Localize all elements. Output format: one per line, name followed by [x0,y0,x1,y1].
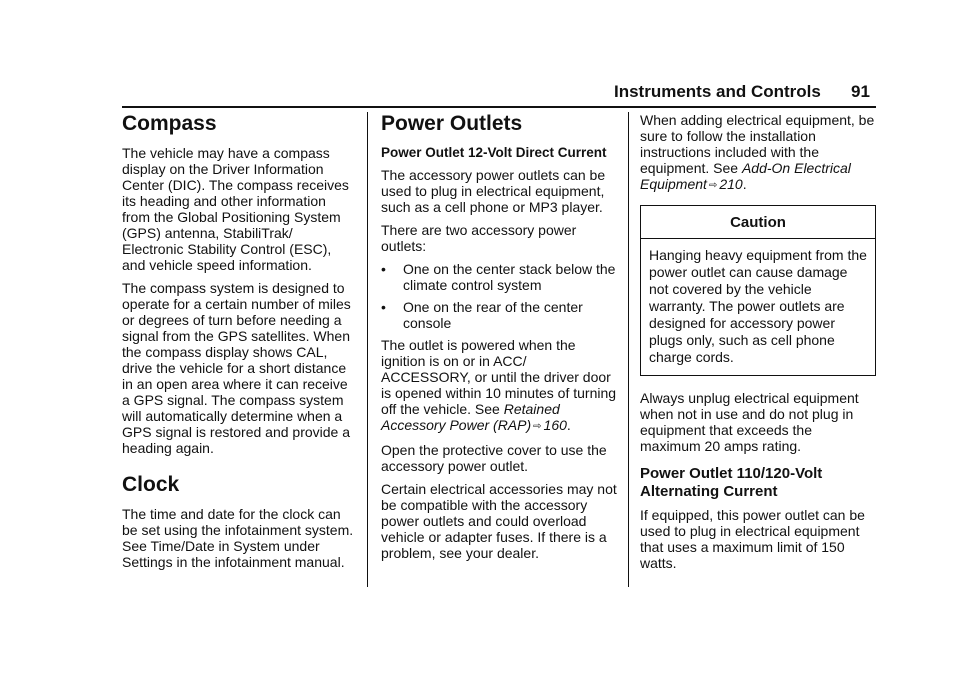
power-outlets-paragraph-1: The accessory power outlets can be used to plug in electrical equipment, such as a cell phone or MP3 player. [381,167,606,215]
compass-paragraph-1: The vehicle may have a compass display on the Driver Information Center (DIC). The compass receives its heading and other information from the Global Positioning System (GPS) antenna, StabiliTrak/ Electronic Stability Control (ESC), and vehicle speed information. [122,145,349,273]
outlet-location-list [381,261,617,331]
add-on-page-link[interactable]: 210 [719,176,743,192]
ac-outlet-subheading: Power Outlet 110/120-Volt Alternating Current [640,465,823,500]
rap-reference-link[interactable]: Retained Accessory Power (RAP) [381,401,560,433]
header-rule [122,106,876,108]
rap-page-link[interactable]: 160 [543,417,567,433]
paragraph-end: . [566,417,571,433]
paragraph-text: The outlet is powered when the ignition is on or in ACC/ ACCESSORY, or until the driver door is opened within 10 minutes of turning off the vehicle. See [381,337,617,417]
compass-paragraph-2: The compass system is designed to operate for a certain number of miles or degrees of turn before needing a signal from the GPS satellites. When the compass display shows CAL, drive the vehicle for a short distance in an open area where it can receive a GPS signal. The compass system will automatically determine when a GPS signal is restored and provide a heading again. [122,280,351,456]
column-divider [628,112,629,587]
column-1 [122,112,356,577]
paragraph-text: When adding electrical equipment, be sure to follow the installation instructions included with the equipment. See [640,112,875,176]
paragraph-end: . [742,176,747,192]
list-item [381,261,617,293]
caution-title: Caution [641,206,875,239]
list-item-text: One on the center stack below the climate control system [403,261,616,293]
power-outlets-paragraph-4: Open the protective cover to use the accessory power outlet. [381,442,607,474]
add-on-paragraph [640,112,876,194]
caution-body: Hanging heavy equipment from the power outlet can cause damage not covered by the vehicle warranty. The power outlets are designed for accessory power plugs only, such as cell phone charge cords. [649,247,867,365]
page-ref-arrow-icon: ⇨ [533,421,542,432]
compass-heading: Compass [122,112,217,135]
dc-outlet-subheading: Power Outlet 12-Volt Direct Current [381,145,607,160]
clock-paragraph-1: The time and date for the clock can be set using the infotainment system. See Time/Date in System under Settings in the infotainment manual. [122,506,354,570]
clock-heading: Clock [122,473,180,496]
page-ref-arrow-icon: ⇨ [708,180,718,191]
list-item [381,299,617,331]
column-2 [381,112,617,568]
power-outlets-paragraph-3 [381,337,617,435]
power-outlets-heading: Power Outlets [381,112,523,135]
column-divider [367,112,368,587]
bullet-icon: • [381,261,386,277]
list-item-text: One on the rear of the center console [403,299,583,331]
column-3 [640,112,876,578]
power-outlets-paragraph-5: Certain electrical accessories may not be compatible with the accessory power outlets and could overload vehicle or adapter fuses. If there is a problem, see your dealer. [381,481,617,561]
header-title: Instruments and Controls [614,82,821,101]
page-header [0,82,960,110]
unplug-paragraph: Always unplug electrical equipment when not in use and do not plug in equipment that exceeds the maximum 20 amps rating. [640,390,859,454]
add-on-reference-link[interactable]: Add-On Electrical Equipment [640,160,851,192]
page-number: 91 [851,82,870,101]
ac-outlet-paragraph: If equipped, this power outlet can be used to plug in electrical equipment that uses a maximum limit of 150 watts. [640,507,865,571]
bullet-icon: • [381,299,386,315]
caution-box [640,205,876,376]
power-outlets-paragraph-2: There are two accessory power outlets: [381,222,577,254]
